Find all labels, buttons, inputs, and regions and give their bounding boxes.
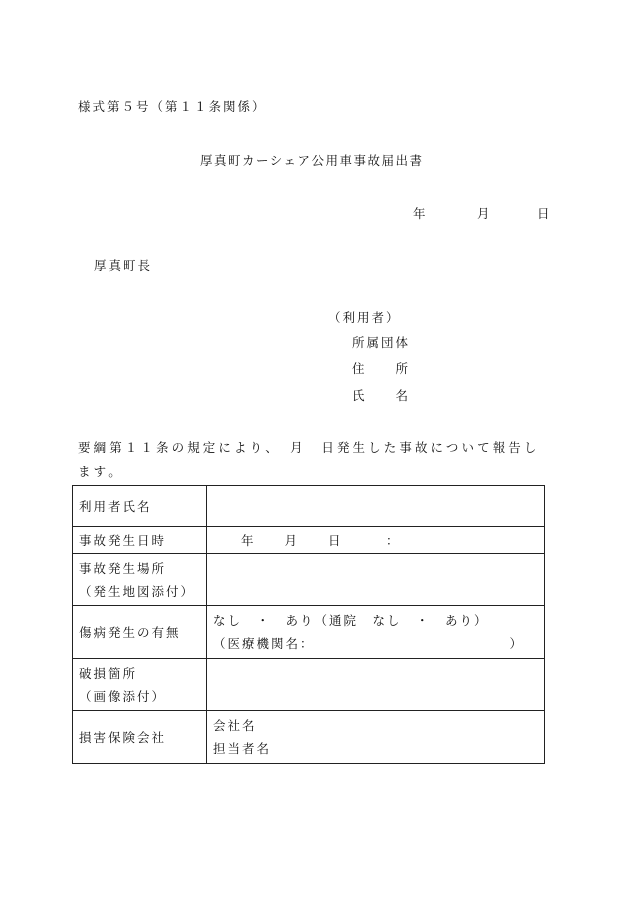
applicant-address-label: 住 所 <box>352 361 411 376</box>
medical-institution-close: ） <box>509 636 524 651</box>
table-row <box>73 659 545 711</box>
medical-institution-line <box>213 632 538 655</box>
damage-label-line2: （画像添付） <box>79 688 167 704</box>
injury-value[interactable] <box>207 606 545 659</box>
report-table <box>72 485 545 764</box>
damage-label <box>73 659 207 711</box>
table-row <box>73 486 545 527</box>
date-year: 年 <box>413 206 426 221</box>
accident-datetime-text: 年 月 日 ： <box>241 532 401 548</box>
damage-value[interactable] <box>207 659 545 711</box>
table-row <box>73 527 545 554</box>
damage-label-line1: 破損箇所 <box>79 665 138 681</box>
table-row <box>73 711 545 764</box>
accident-place-label-line2: （発生地図添付） <box>79 583 196 599</box>
date-month: 月 <box>477 206 490 221</box>
insurance-company-label: 会社名 <box>213 718 257 733</box>
accident-datetime-value[interactable] <box>207 527 545 554</box>
insurance-contact-label: 担当者名 <box>213 741 272 756</box>
user-name-label: 利用者氏名 <box>73 486 207 527</box>
accident-place-label-line1: 事故発生場所 <box>79 560 167 576</box>
accident-place-value[interactable] <box>207 554 545 606</box>
document-title: 厚真町カーシェア公用車事故届出書 <box>200 153 424 168</box>
report-statement: 要綱第１１条の規定により、 月 日発生した事故について報告します。 <box>78 440 540 479</box>
form-number: 様式第５号（第１１条関係） <box>78 99 267 114</box>
table-row <box>73 606 545 659</box>
injury-label: 傷病発生の有無 <box>73 606 207 659</box>
applicant-org-label: 所属団体 <box>352 335 411 350</box>
insurance-value[interactable] <box>207 711 545 764</box>
accident-place-label <box>73 554 207 606</box>
user-name-value[interactable] <box>207 486 545 527</box>
table-row <box>73 554 545 606</box>
accident-datetime-label: 事故発生日時 <box>73 527 207 554</box>
addressee: 厚真町長 <box>94 258 153 273</box>
insurance-label: 損害保険会社 <box>73 711 207 764</box>
applicant-name-label: 氏 名 <box>352 388 411 403</box>
applicant-label: （利用者） <box>328 310 401 325</box>
injury-options: なし ・ あり（通院 なし ・ あり） <box>213 613 489 628</box>
medical-institution-label: （医療機関名： <box>213 636 315 651</box>
date-day: 日 <box>537 206 550 221</box>
